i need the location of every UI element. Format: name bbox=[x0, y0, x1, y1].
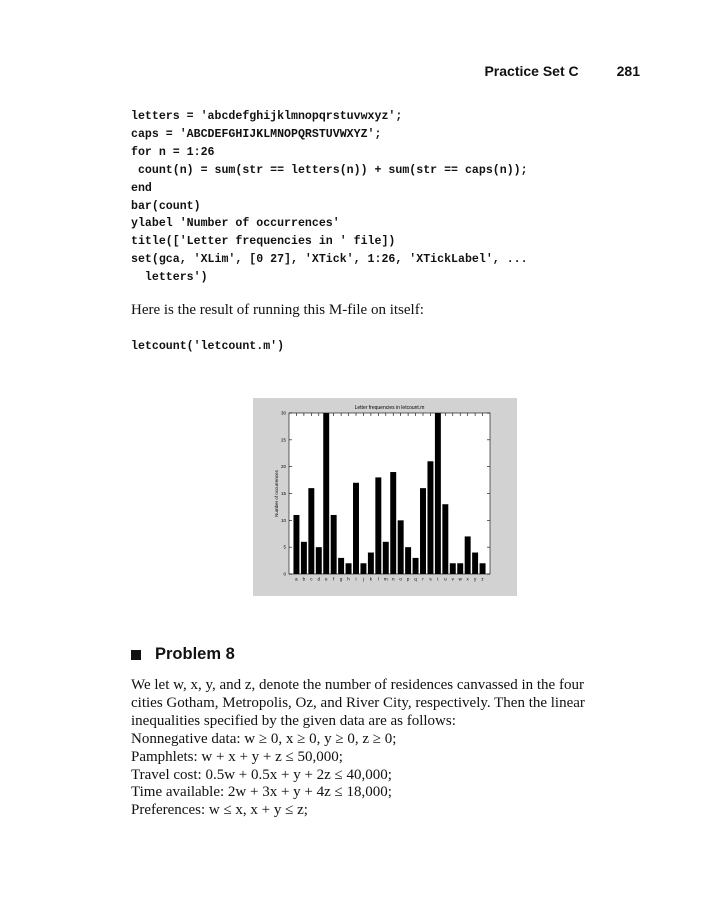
bar bbox=[398, 520, 404, 574]
bar bbox=[323, 413, 329, 574]
x-tick-label: r bbox=[422, 576, 424, 582]
square-bullet-icon bbox=[131, 650, 141, 660]
bar bbox=[472, 553, 478, 574]
x-tick-label: l bbox=[377, 576, 379, 582]
x-tick-label: w bbox=[458, 576, 462, 582]
x-tick-label: j bbox=[362, 576, 364, 582]
bar bbox=[375, 477, 381, 574]
y-axis-label: Number of occurrences bbox=[274, 470, 279, 517]
x-tick-label: s bbox=[429, 576, 432, 582]
x-tick-label: o bbox=[399, 576, 402, 582]
bar bbox=[368, 553, 374, 574]
code-line: bar(count) bbox=[131, 199, 201, 213]
y-tick-label: 25 bbox=[280, 437, 286, 443]
x-tick-label: b bbox=[302, 576, 306, 582]
bar bbox=[427, 461, 433, 574]
problem-body bbox=[131, 677, 641, 820]
result-intro: Here is the result of running this M-file on itself: bbox=[131, 302, 424, 318]
constraint-line: Nonnegative data: w ≥ 0, x ≥ 0, y ≥ 0, z ≥ 0; bbox=[131, 730, 397, 747]
code-line: title(['Letter frequencies in ' file]) bbox=[131, 235, 396, 249]
bar bbox=[420, 488, 426, 574]
code-line: end bbox=[131, 181, 152, 195]
constraint-line: Travel cost: 0.5w + 0.5x + y + 2z ≤ 40,000; bbox=[131, 766, 392, 783]
code-line: letters') bbox=[131, 271, 208, 285]
x-tick-label: h bbox=[347, 576, 350, 582]
x-tick-label: i bbox=[355, 576, 357, 582]
bar bbox=[353, 483, 359, 574]
x-tick-label: g bbox=[339, 576, 343, 582]
code-line: letters = 'abcdefghijklmnopqrstuvwxyz'; bbox=[131, 110, 403, 123]
chart-title: Letter frequencies in letcount.m bbox=[354, 405, 425, 411]
code-line: for n = 1:26 bbox=[131, 145, 215, 159]
code-line: ylabel 'Number of occurrences' bbox=[131, 217, 340, 231]
section-title: Practice Set C bbox=[484, 63, 579, 79]
x-tick-label: m bbox=[383, 576, 388, 582]
y-tick-label: 15 bbox=[280, 491, 286, 496]
y-tick-label: 5 bbox=[283, 544, 286, 550]
y-tick-label: 30 bbox=[280, 410, 286, 416]
figure-frame bbox=[253, 398, 517, 596]
bar bbox=[301, 542, 307, 574]
y-tick-label: 0 bbox=[283, 571, 286, 577]
bar bbox=[442, 504, 448, 574]
x-tick-label: z bbox=[481, 576, 484, 582]
y-tick-label: 20 bbox=[280, 464, 286, 470]
bar bbox=[293, 515, 299, 574]
code-line: caps = 'ABCDEFGHIJKLMNOPQRSTUVWXYZ'; bbox=[131, 127, 382, 141]
code-line: count(n) = sum(str == letters(n)) + sum(str == caps(n)); bbox=[131, 163, 528, 177]
x-tick-label: e bbox=[324, 576, 328, 582]
bar bbox=[435, 413, 441, 574]
bar bbox=[316, 547, 322, 574]
x-tick-label: t bbox=[437, 576, 439, 582]
code-block bbox=[131, 108, 528, 287]
y-tick-label: 10 bbox=[280, 517, 286, 523]
constraint-line: Preferences: w ≤ x, x + y ≤ z; bbox=[131, 802, 308, 819]
x-tick-label: u bbox=[444, 576, 447, 582]
bar bbox=[405, 547, 411, 574]
x-tick-label: y bbox=[473, 576, 477, 582]
x-tick-label: f bbox=[333, 576, 335, 582]
bar bbox=[331, 515, 337, 574]
x-tick-label: q bbox=[414, 576, 417, 582]
problem-title: Problem 8 bbox=[155, 645, 235, 663]
constraint-line: Time available: 2w + 3x + y + 4z ≤ 18,000; bbox=[131, 784, 392, 801]
x-tick-label: k bbox=[369, 576, 373, 582]
code-line: set(gca, 'XLim', [0 27], 'XTick', 1:26, 'XTickLabel', ... bbox=[131, 253, 528, 267]
problem-heading bbox=[131, 645, 235, 664]
bar bbox=[383, 542, 389, 574]
x-tick-label: x bbox=[466, 576, 469, 582]
body-line: cities Gotham, Metropolis, Oz, and River City, respectively. Then the linear bbox=[131, 694, 585, 711]
bar bbox=[390, 472, 396, 574]
x-tick-label: d bbox=[317, 576, 321, 582]
x-tick-label: p bbox=[406, 576, 410, 582]
bar bbox=[465, 536, 471, 574]
x-tick-label: v bbox=[451, 576, 454, 582]
x-tick-label: c bbox=[310, 576, 313, 582]
running-head bbox=[484, 63, 640, 79]
bar-chart bbox=[253, 398, 517, 596]
constraint-line: Pamphlets: w + x + y + z ≤ 50,000; bbox=[131, 748, 343, 765]
body-line: inequalities specified by the given data are as follows: bbox=[131, 712, 456, 729]
command-line: letcount('letcount.m') bbox=[131, 340, 285, 353]
x-tick-label: n bbox=[391, 576, 395, 582]
x-tick-label: a bbox=[295, 576, 298, 582]
bar bbox=[308, 488, 314, 574]
page-number: 281 bbox=[616, 63, 640, 79]
body-line: We let w, x, y, and z, denote the number of residences canvassed in the four bbox=[131, 677, 584, 693]
